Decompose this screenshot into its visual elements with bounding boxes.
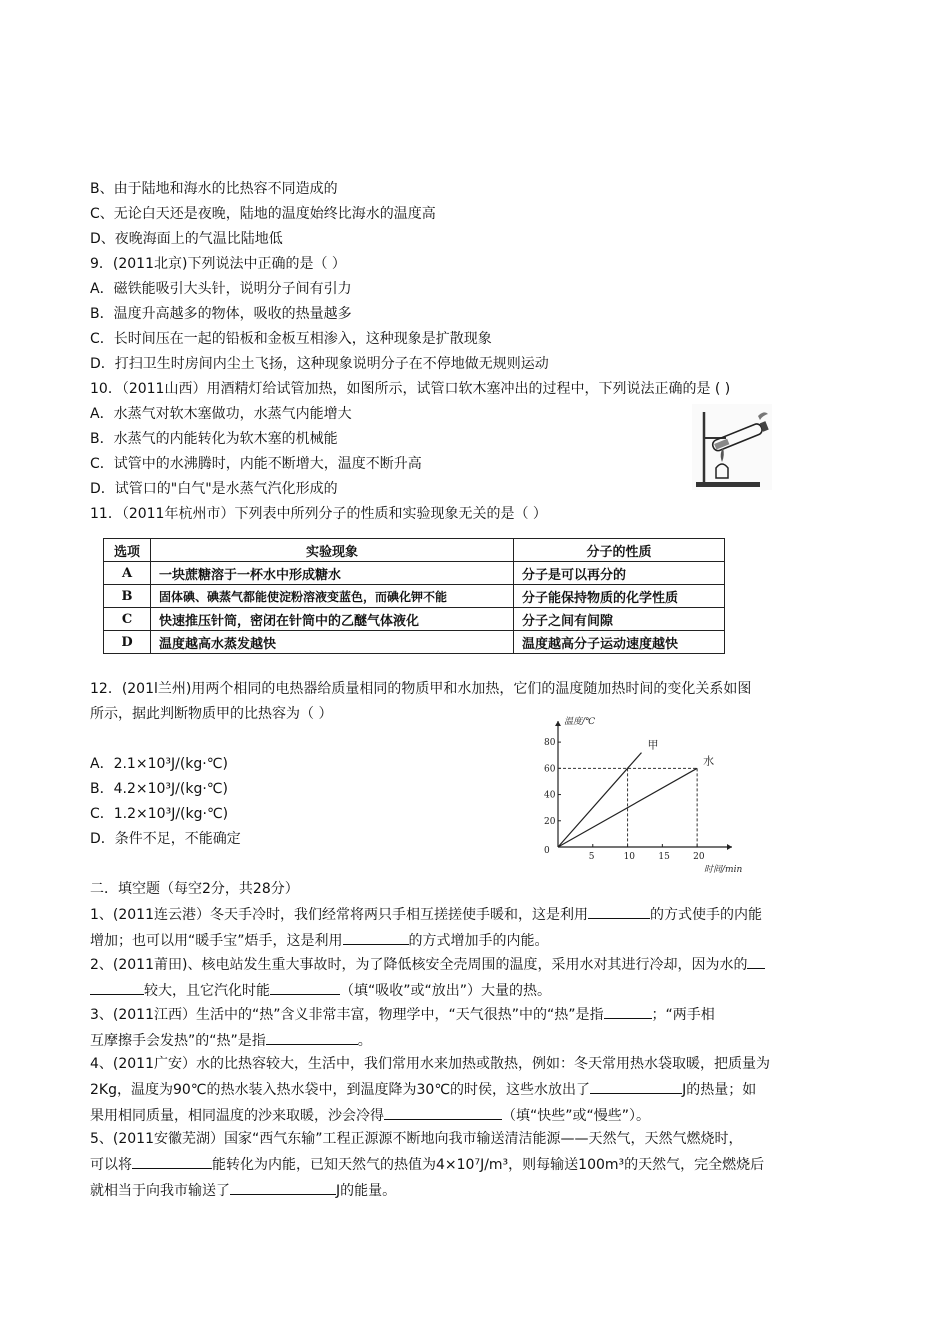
x-axis-arrow [727,844,732,850]
question-text: J的能量。 [336,1183,397,1199]
question-text: 的方式使手的内能 [650,907,762,923]
fill-question-1 [90,902,860,954]
table-row [104,562,725,585]
question-text: （填“吸收”或“放出”）大量的热。 [340,983,552,999]
question-text: 能转化为内能，已知天然气的热值为4×10⁷J/m³，则每输送100m³的天然气，完全燃烧后 [212,1157,765,1173]
y-tick-label: 20 [544,816,556,827]
option-line: C．试管中的水沸腾时，内能不断增大，温度不断升高 [90,456,422,472]
answer-blank[interactable] [384,1103,502,1120]
series-label: 甲 [647,738,659,752]
table-header: 分子的性质 [514,539,725,562]
option-line: A．水蒸气对软木塞做功，水蒸气内能增大 [90,406,352,422]
question-11-stem: 11．（2011年杭州市）下列表中所列分子的性质和实验现象无关的是（ ） [90,506,547,522]
table-row [104,631,725,654]
y-tick-label: 80 [544,738,556,749]
series-line [558,753,641,847]
fill-question-4 [90,1052,860,1129]
table-cell: 温度越高分子运动速度越快 [514,631,725,654]
test-tube-apparatus-figure [692,404,772,490]
y-tick-label: 40 [544,790,556,801]
option-line: D．打扫卫生时房间内尘土飞扬，这种现象说明分子在不停地做无规则运动 [90,356,549,372]
table-cell: 分子之间有间隙 [514,608,725,631]
question-text: 。 [357,1033,372,1049]
question-10-stem: 10．（2011山西）用酒精灯给试管加热，如图所示，试管口软木塞冲出的过程中，下列说法正确的是 ( ) [90,381,731,397]
x-tick-label: 10 [623,852,636,862]
answer-blank[interactable] [604,1002,652,1019]
answer-blank[interactable] [343,928,409,945]
table-header: 实验现象 [151,539,514,562]
question-12-stem: 12．(201l兰州)用两个相同的电热器给质量相同的物质甲和水加热，它们的温度随加热时间的变化关系如图 [90,681,752,697]
question-text: 增加；也可以用“暖手宝”焐手，这是利用 [90,933,343,949]
option-line: C．1.2×10³J/(kg·℃) [90,806,229,822]
x-tick-label: 20 [693,852,705,862]
table-header-row [104,539,725,562]
question-9-stem: 9．(2011北京)下列说法中正确的是（ ） [90,256,346,272]
answer-blank[interactable] [230,1178,336,1195]
series-label: 水 [703,754,715,768]
table-cell: 快速推压针筒，密闭在针筒中的乙醚气体液化 [151,608,514,631]
answer-blank[interactable] [266,1028,358,1045]
option-line: B、由于陆地和海水的比热容不同造成的 [90,181,338,197]
table-row [104,608,725,631]
question-text: 2、(2011莆田)、核电站发生重大事故时，为了降低核安全壳周围的温度，采用水对其进行冷却，因为水的 [90,957,748,973]
x-tick-label: 15 [658,852,670,862]
x-tick-label: 5 [588,852,595,862]
option-line: B．温度升高越多的物体，吸收的热量越多 [90,306,352,322]
question-text: 的方式增加手的内能。 [408,933,549,949]
table-cell: D [104,631,151,654]
option-line: C、无论白天还是夜晚，陆地的温度始终比海水的温度高 [90,206,436,222]
answer-blank[interactable] [270,978,340,995]
y-tick-label: 60 [544,764,556,775]
option-line: D、夜晚海面上的气温比陆地低 [90,231,283,247]
question-text: 果用相同质量，相同温度的沙来取暖，沙会冷得 [90,1108,384,1124]
section-heading: 二．填空题（每空2分，共28分） [90,881,299,897]
table-cell: 分子能保持物质的化学性质 [514,585,725,608]
option-line: A．磁铁能吸引大头针，说明分子间有引力 [90,281,352,297]
origin-label: 0 [544,846,550,856]
question-text: 3、(2011江西）生活中的“热”含义非常丰富，物理学中，“天气很热”中的“热”是指 [90,1007,604,1023]
option-line: B．4.2×10³J/(kg·℃) [90,781,228,797]
question-text: J的热量；如 [682,1082,757,1098]
fill-question-3 [90,1002,860,1054]
answer-blank[interactable] [588,902,650,919]
table-cell: 分子是可以再分的 [514,562,725,585]
question-text: 4、(2011广安）水的比热容较大，生活中，我们常用水来加热或散热，例如：冬天常用热水袋取暖，把质量为 [90,1056,770,1072]
option-line: D．条件不足，不能确定 [90,831,241,847]
temperature-time-chart [538,712,758,882]
question-text: 较大，且它汽化时能 [144,983,270,999]
option-line: B．水蒸气的内能转化为软木塞的机械能 [90,431,338,447]
table-cell: A [104,562,151,585]
x-axis-label: 时间/min [704,865,743,875]
table-cell: 固体碘、碘蒸气都能使淀粉溶液变蓝色，而碘化钾不能 [151,585,514,608]
answer-blank[interactable] [90,978,144,995]
table-cell: 一块蔗糖溶于一杯水中形成糖水 [151,562,514,585]
table-header: 选项 [104,539,151,562]
question-text: 就相当于向我市输送了 [90,1183,230,1199]
answer-blank[interactable] [132,1152,212,1169]
y-axis-label: 温度/℃ [564,717,596,727]
option-line: D．试管口的"白气"是水蒸气汽化形成的 [90,481,338,497]
table-cell: B [104,585,151,608]
question-text: 2Kg，温度为90℃的热水装入热水袋中，到温度降为30℃的时侯，这些水放出了 [90,1082,591,1098]
fill-question-2 [90,952,860,1004]
question-12-stem-cont: 所示，据此判断物质甲的比热容为（ ） [90,706,333,722]
option-line: C．长时间压在一起的铅板和金板互相渗入，这种现象是扩散现象 [90,331,492,347]
fill-question-5 [90,1127,860,1204]
y-axis-arrow [555,721,561,726]
option-line: A．2.1×10³J/(kg·℃) [90,756,228,772]
table-row [104,585,725,608]
question-text: 互摩擦手会发热”的“热”是指 [90,1033,266,1049]
question-text: （填“快些”或“慢些”）。 [502,1108,651,1124]
table-cell: 温度越高水蒸发越快 [151,631,514,654]
answer-blank[interactable] [747,952,765,969]
table-cell: C [104,608,151,631]
experiment-table [103,538,725,654]
answer-blank[interactable] [590,1077,682,1094]
question-text: ；“两手相 [651,1007,715,1023]
question-text: 1、(2011连云港）冬天手冷时，我们经常将两只手相互搓搓使手暖和，这是利用 [90,907,588,923]
question-text: 5、(2011安徽芜湖）国家“西气东输”工程正源源不断地向我市输送清洁能源——天然气，天然气燃烧时， [90,1131,743,1147]
question-text: 可以将 [90,1157,132,1173]
